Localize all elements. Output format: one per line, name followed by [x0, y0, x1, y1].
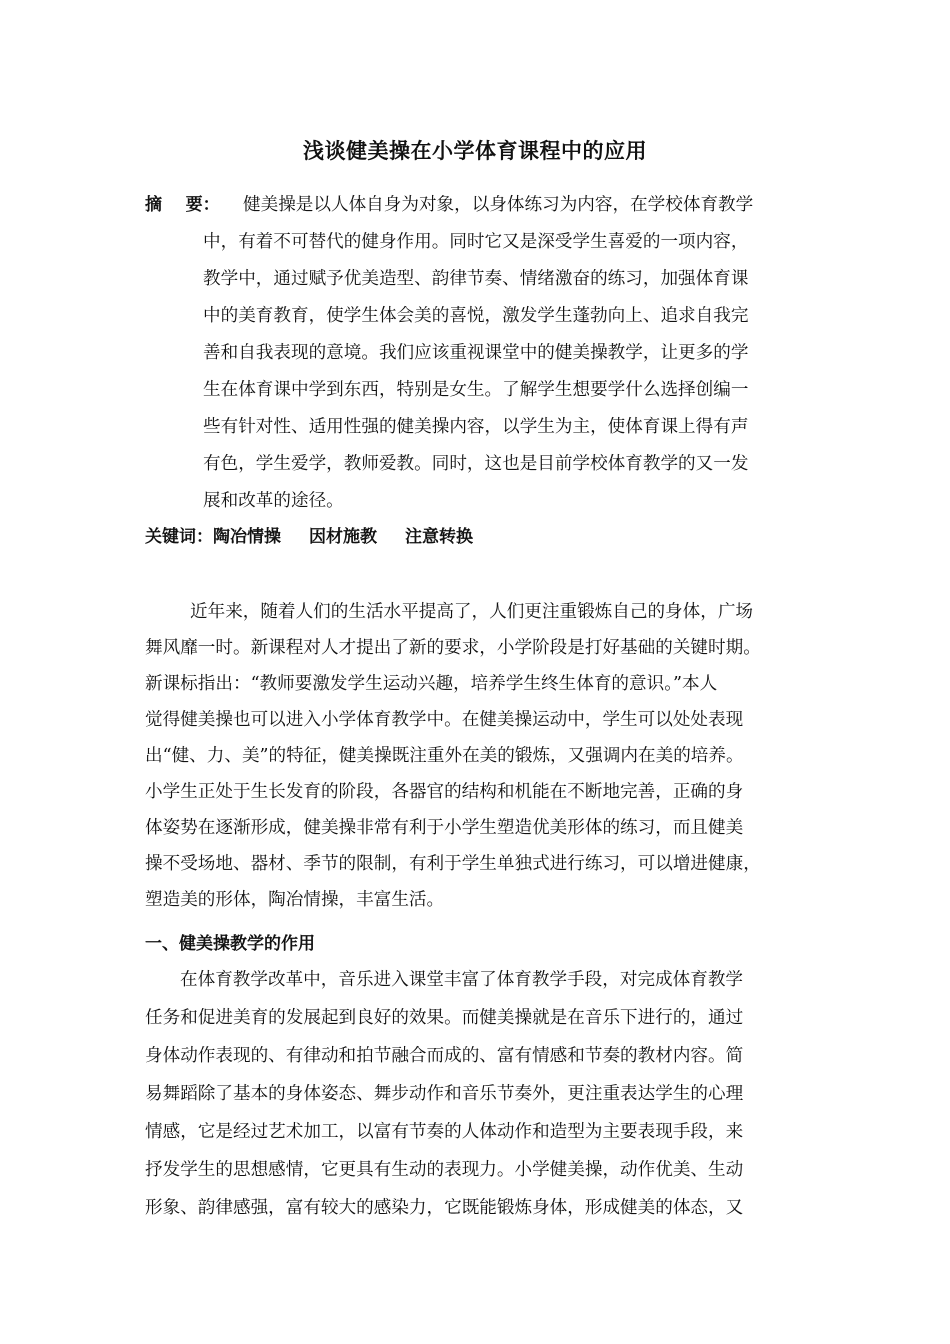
paragraph-line: 形象、韵律感强，富有较大的感染力，它既能锻炼身体，形成健美的体态，又 [145, 1198, 744, 1218]
abstract-line: 有色，学生爱学，教师爱教。同时，这也是目前学校体育教学的又一发 [203, 454, 749, 474]
abstract-line: 些有针对性、适用性强的健美操内容，以学生为主，使体育课上得有声 [203, 417, 749, 437]
paragraph-line: 体姿势在逐渐形成，健美操非常有利于小学生塑造优美形体的练习，而且健美 [145, 818, 744, 838]
paragraph-line: 情感，它是经过艺术加工，以富有节奏的人体动作和造型为主要表现手段，来 [145, 1122, 744, 1142]
keyword-item: 因材施教 [309, 527, 377, 547]
paragraph-line: 近年来，随着人们的生活水平提高了，人们更注重锻炼自己的身体，广场 [190, 602, 754, 622]
abstract-line: 生在体育课中学到东西，特别是女生。了解学生想要学什么选择创编一 [203, 380, 749, 400]
paragraph-line: 易舞蹈除了基本的身体姿态、舞步动作和音乐节奏外，更注重表达学生的心理 [145, 1084, 744, 1104]
paragraph-line: 在体育教学改革中，音乐进入课堂丰富了体育教学手段，对完成体育教学 [180, 970, 744, 990]
paragraph-line: 新课标指出：“教师要激发学生运动兴趣，培养学生终生体育的意识。”本人 [145, 674, 718, 694]
paragraph-line: 出“健、力、美”的特征，健美操既注重外在美的锻炼，又强调内在美的培养。 [145, 746, 744, 766]
abstract-line: 健美操是以人体自身为对象，以身体练习为内容，在学校体育教学 [243, 195, 754, 215]
keyword-item: 注意转换 [405, 527, 473, 547]
paragraph-line: 抒发学生的思想感情，它更具有生动的表现力。小学健美操，动作优美、生动 [145, 1160, 744, 1180]
keywords-label: 关键词： [145, 527, 213, 547]
paragraph-line: 小学生正处于生长发育的阶段，各器官的结构和机能在不断地完善，正确的身 [145, 782, 744, 802]
keywords-line [145, 521, 501, 553]
section-heading: 一、健美操教学的作用 [145, 934, 315, 954]
paragraph-line: 任务和促进美育的发展起到良好的效果。而健美操就是在音乐下进行的，通过 [145, 1008, 744, 1028]
paragraph-line: 觉得健美操也可以进入小学体育教学中。在健美操运动中，学生可以处处表现 [145, 710, 744, 730]
abstract-line: 中的美育教育，使学生体会美的喜悦，激发学生蓬勃向上、追求自我完 [203, 306, 749, 326]
keyword-item: 陶冶情操 [213, 527, 281, 547]
document-title: 浅谈健美操在小学体育课程中的应用 [303, 139, 647, 163]
abstract-line: 中，有着不可替代的健身作用。同时它又是深受学生喜爱的一项内容， [203, 232, 749, 252]
abstract-line: 教学中，通过赋予优美造型、韵律节奏、情绪激奋的练习，加强体育课 [203, 269, 749, 289]
abstract-label: 摘 要： [145, 195, 220, 215]
paragraph-line: 舞风靡一时。新课程对人才提出了新的要求，小学阶段是打好基础的关键时期。 [145, 638, 761, 658]
paragraph-line: 身体动作表现的、有律动和拍节融合而成的、富有情感和节奏的教材内容。简 [145, 1046, 744, 1066]
abstract-line: 善和自我表现的意境。我们应该重视课堂中的健美操教学，让更多的学 [203, 343, 749, 363]
paragraph-line: 操不受场地、器材、季节的限制，有利于学生单独式进行练习，可以增进健康， [145, 854, 761, 874]
abstract-line: 展和改革的途径。 [203, 491, 344, 511]
paragraph-line: 塑造美的形体，陶冶情操，丰富生活。 [145, 890, 445, 910]
